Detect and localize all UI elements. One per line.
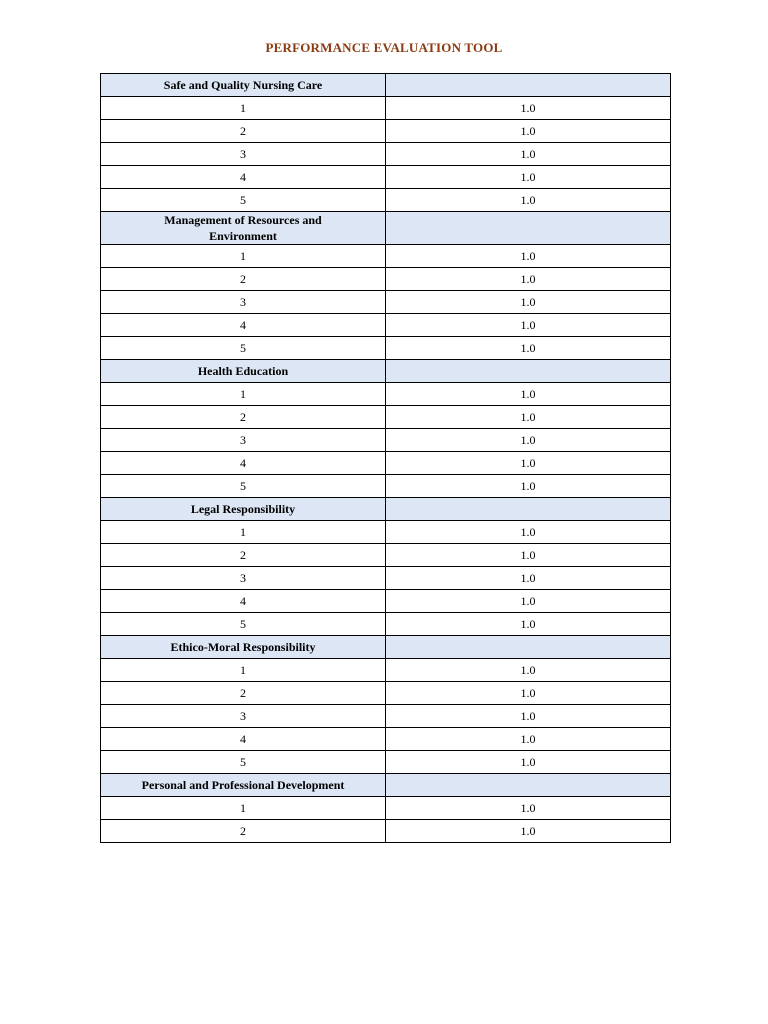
- table-row: [101, 406, 671, 429]
- item-score: 1.0: [386, 613, 671, 636]
- item-number: 4: [101, 590, 386, 613]
- item-score: 1.0: [386, 383, 671, 406]
- item-score: 1.0: [386, 659, 671, 682]
- item-score: 1.0: [386, 797, 671, 820]
- section-title: Personal and Professional Development: [101, 774, 386, 797]
- table-row: [101, 166, 671, 189]
- table-row: [101, 751, 671, 774]
- item-number: 4: [101, 166, 386, 189]
- item-number: 1: [101, 245, 386, 268]
- item-score: 1.0: [386, 521, 671, 544]
- item-number: 3: [101, 429, 386, 452]
- evaluation-table: [100, 73, 671, 843]
- item-number: 1: [101, 521, 386, 544]
- table-row: [101, 590, 671, 613]
- table-row: [101, 452, 671, 475]
- item-number: 2: [101, 406, 386, 429]
- item-number: 4: [101, 728, 386, 751]
- item-number: 4: [101, 452, 386, 475]
- item-score: 1.0: [386, 475, 671, 498]
- item-number: 2: [101, 268, 386, 291]
- item-score: 1.0: [386, 682, 671, 705]
- table-row: [101, 797, 671, 820]
- table-row: [101, 120, 671, 143]
- table-row: [101, 291, 671, 314]
- item-score: 1.0: [386, 820, 671, 843]
- item-score: 1.0: [386, 337, 671, 360]
- item-score: 1.0: [386, 728, 671, 751]
- section-title: Safe and Quality Nursing Care: [101, 74, 386, 97]
- item-number: 3: [101, 567, 386, 590]
- item-score: 1.0: [386, 291, 671, 314]
- item-score: 1.0: [386, 590, 671, 613]
- item-number: 5: [101, 751, 386, 774]
- item-number: 1: [101, 659, 386, 682]
- table-row: [101, 475, 671, 498]
- item-number: 3: [101, 705, 386, 728]
- item-score: 1.0: [386, 97, 671, 120]
- table-row: [101, 314, 671, 337]
- table-row: [101, 189, 671, 212]
- section-header-row: [101, 774, 671, 797]
- table-row: [101, 705, 671, 728]
- item-number: 4: [101, 314, 386, 337]
- table-row: [101, 728, 671, 751]
- section-header-row: [101, 360, 671, 383]
- table-row: [101, 820, 671, 843]
- item-number: 2: [101, 544, 386, 567]
- section-title: Ethico-Moral Responsibility: [101, 636, 386, 659]
- document-title: PERFORMANCE EVALUATION TOOL: [265, 40, 503, 55]
- table-row: [101, 337, 671, 360]
- item-score: 1.0: [386, 120, 671, 143]
- item-number: 5: [101, 337, 386, 360]
- item-number: 3: [101, 143, 386, 166]
- table-row: [101, 97, 671, 120]
- item-score: 1.0: [386, 751, 671, 774]
- item-number: 1: [101, 797, 386, 820]
- item-number: 1: [101, 383, 386, 406]
- item-number: 2: [101, 120, 386, 143]
- section-score-cell: [386, 212, 671, 245]
- section-title: Health Education: [101, 360, 386, 383]
- item-score: 1.0: [386, 189, 671, 212]
- section-header-row: [101, 498, 671, 521]
- section-score-cell: [386, 636, 671, 659]
- table-row: [101, 567, 671, 590]
- table-row: [101, 383, 671, 406]
- section-title: Legal Responsibility: [101, 498, 386, 521]
- item-score: 1.0: [386, 245, 671, 268]
- item-score: 1.0: [386, 429, 671, 452]
- item-score: 1.0: [386, 143, 671, 166]
- table-row: [101, 544, 671, 567]
- table-row: [101, 659, 671, 682]
- item-score: 1.0: [386, 406, 671, 429]
- table-row: [101, 429, 671, 452]
- item-number: 2: [101, 682, 386, 705]
- table-row: [101, 245, 671, 268]
- section-header-row: [101, 636, 671, 659]
- section-score-cell: [386, 498, 671, 521]
- table-row: [101, 143, 671, 166]
- item-number: 5: [101, 613, 386, 636]
- item-score: 1.0: [386, 452, 671, 475]
- section-score-cell: [386, 74, 671, 97]
- section-score-cell: [386, 774, 671, 797]
- item-number: 5: [101, 189, 386, 212]
- item-score: 1.0: [386, 166, 671, 189]
- section-header-row: [101, 74, 671, 97]
- item-score: 1.0: [386, 544, 671, 567]
- item-score: 1.0: [386, 567, 671, 590]
- item-number: 3: [101, 291, 386, 314]
- section-score-cell: [386, 360, 671, 383]
- table-row: [101, 521, 671, 544]
- item-score: 1.0: [386, 268, 671, 291]
- section-header-row: [101, 212, 671, 245]
- table-row: [101, 613, 671, 636]
- table-row: [101, 682, 671, 705]
- item-score: 1.0: [386, 705, 671, 728]
- section-title: Management of Resources and Environment: [101, 212, 386, 245]
- item-score: 1.0: [386, 314, 671, 337]
- item-number: 2: [101, 820, 386, 843]
- evaluation-table-body: [101, 74, 671, 843]
- item-number: 1: [101, 97, 386, 120]
- table-row: [101, 268, 671, 291]
- item-number: 5: [101, 475, 386, 498]
